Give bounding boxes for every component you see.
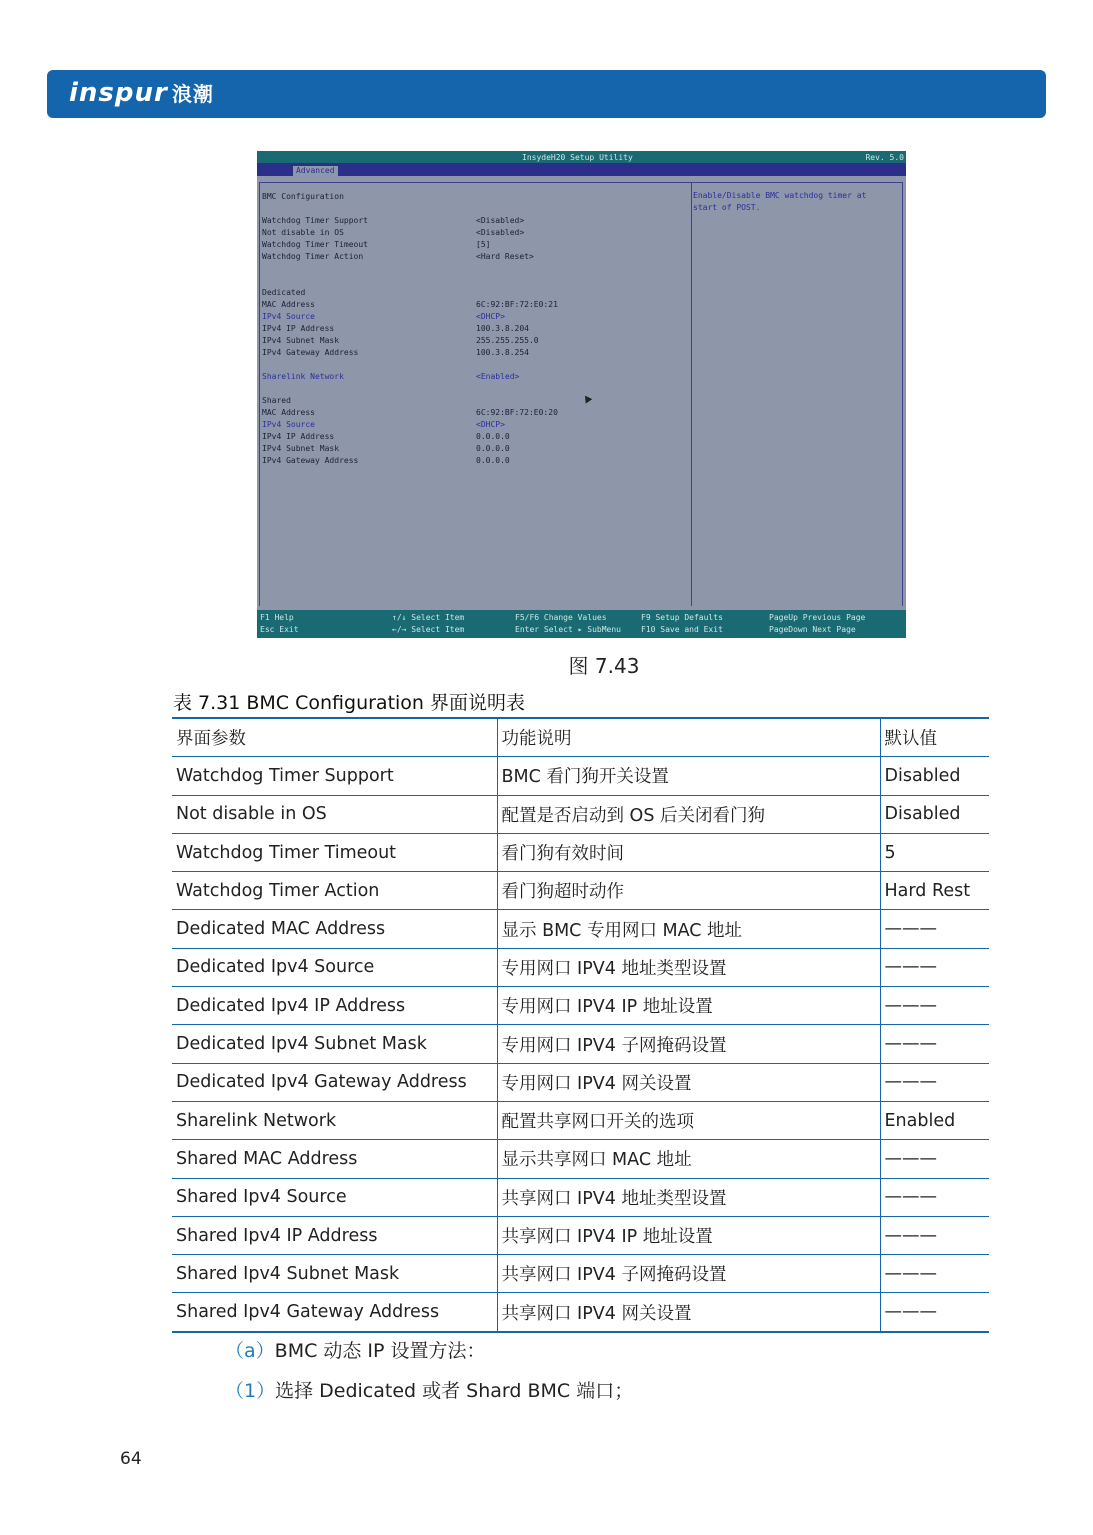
table-row [172, 757, 989, 795]
description-cell: 专用网口 IPV4 IP 地址设置 [497, 987, 880, 1025]
param-cell: Watchdog Timer Action [172, 872, 497, 910]
bios-setting-label: BMC Configuration [262, 192, 344, 201]
param-cell: Shared Ipv4 Source [172, 1178, 497, 1216]
bios-setting-value: <Enabled> [476, 372, 520, 381]
bios-key: ↑/↓ Select Item [392, 613, 465, 622]
bios-setting-value: 100.3.8.254 [476, 348, 529, 357]
default-cell: Disabled [880, 757, 989, 795]
bios-setting-value: 0.0.0.0 [476, 456, 510, 465]
table-row [172, 1293, 989, 1332]
bios-key: F9 Setup Defaults [641, 613, 723, 622]
bios-setting-value: 255.255.255.0 [476, 336, 539, 345]
figure-caption: 图 7.43 [568, 654, 640, 678]
description-cell: 看门狗超时动作 [497, 872, 880, 910]
bios-setting-label: Watchdog Timer Action [262, 252, 364, 261]
bios-setting-label: IPv4 Gateway Address [262, 456, 359, 465]
bios-key-bar [257, 610, 906, 638]
param-cell: Not disable in OS [172, 795, 497, 833]
bios-setting-label: IPv4 IP Address [262, 324, 335, 333]
default-cell: ——— [880, 1216, 989, 1254]
table-row [172, 1178, 989, 1216]
page-number: 64 [120, 1449, 142, 1469]
param-cell: Shared Ipv4 Gateway Address [172, 1293, 497, 1332]
table-header-cell: 功能说明 [497, 718, 880, 757]
bios-screenshot [257, 151, 906, 638]
logo-en: inspur [69, 78, 168, 108]
param-cell: Dedicated MAC Address [172, 910, 497, 948]
bios-setting-value: <DHCP> [476, 420, 505, 429]
bios-key: F5/F6 Change Values [515, 613, 607, 622]
description-cell: 显示 BMC 专用网口 MAC 地址 [497, 910, 880, 948]
param-cell: Dedicated Ipv4 IP Address [172, 987, 497, 1025]
description-cell: 共享网口 IPV4 IP 地址设置 [497, 1216, 880, 1254]
bios-title-bar [257, 151, 906, 163]
description-cell: 配置是否启动到 OS 后关闭看门狗 [497, 795, 880, 833]
table-row [172, 910, 989, 948]
default-cell: ——— [880, 1255, 989, 1293]
bios-key: PageDown Next Page [769, 625, 856, 634]
bios-setting-value: <Disabled> [476, 228, 525, 237]
table-row [172, 1255, 989, 1293]
table-header-cell: 界面参数 [172, 718, 497, 757]
paragraph-number: （a） [225, 1340, 275, 1362]
default-cell: ——— [880, 1293, 989, 1332]
param-cell: Watchdog Timer Timeout [172, 833, 497, 871]
table-title: 表 7.31 BMC Configuration 界面说明表 [173, 692, 526, 714]
bmc-config-table [172, 717, 989, 1333]
bios-key: PageUp Previous Page [769, 613, 866, 622]
description-cell: 共享网口 IPV4 地址类型设置 [497, 1178, 880, 1216]
param-cell: Watchdog Timer Support [172, 757, 497, 795]
default-cell: Hard Rest [880, 872, 989, 910]
bios-setting-label: MAC Address [262, 300, 315, 309]
bios-key: F1 Help [260, 613, 294, 622]
paragraph-text: 选择 Dedicated 或者 Shard BMC 端口； [275, 1380, 634, 1402]
param-cell: Shared Ipv4 IP Address [172, 1216, 497, 1254]
bios-setting-label: Dedicated [262, 288, 306, 297]
bios-setting-label: IPv4 Subnet Mask [262, 444, 340, 453]
table-row [172, 795, 989, 833]
bios-key: Enter Select ▸ SubMenu [515, 625, 621, 634]
bios-tab-bar [257, 163, 906, 176]
param-cell: Shared Ipv4 Subnet Mask [172, 1255, 497, 1293]
table-row [172, 1063, 989, 1101]
param-cell: Shared MAC Address [172, 1140, 497, 1178]
bios-setting-label: Shared [262, 396, 291, 405]
default-cell: Enabled [880, 1101, 989, 1139]
table-row [172, 1025, 989, 1063]
description-cell: 共享网口 IPV4 网关设置 [497, 1293, 880, 1332]
description-cell: BMC 看门狗开关设置 [497, 757, 880, 795]
description-cell: 专用网口 IPV4 地址类型设置 [497, 948, 880, 986]
table-row [172, 872, 989, 910]
description-cell: 共享网口 IPV4 子网掩码设置 [497, 1255, 880, 1293]
bios-setting-label: IPv4 Gateway Address [262, 348, 359, 357]
bios-help-panel [691, 182, 903, 606]
description-cell: 看门狗有效时间 [497, 833, 880, 871]
table-header-cell: 默认值 [880, 718, 989, 757]
bios-setting-value: <Disabled> [476, 216, 525, 225]
bios-setting-value: 6C:92:BF:72:E0:20 [476, 408, 558, 417]
bios-setting-label: IPv4 Source [262, 420, 315, 429]
description-cell: 专用网口 IPV4 子网掩码设置 [497, 1025, 880, 1063]
param-cell: Dedicated Ipv4 Gateway Address [172, 1063, 497, 1101]
bios-setting-value: 6C:92:BF:72:E0:21 [476, 300, 558, 309]
bios-key: F10 Save and Exit [641, 625, 723, 634]
paragraph-text: BMC 动态 IP 设置方法： [274, 1340, 486, 1362]
param-cell: Dedicated Ipv4 Subnet Mask [172, 1025, 497, 1063]
bios-tab-advanced[interactable]: Advanced [293, 166, 338, 176]
logo-cn: 浪潮 [171, 82, 214, 106]
header-bar [47, 70, 1046, 118]
table-row [172, 1140, 989, 1178]
description-cell: 专用网口 IPV4 网关设置 [497, 1063, 880, 1101]
bios-setting-value: <DHCP> [476, 312, 505, 321]
bios-setting-label: IPv4 Subnet Mask [262, 336, 340, 345]
default-cell: ——— [880, 1178, 989, 1216]
bios-rev: Rev. 5.0 [865, 153, 904, 162]
bios-setting-value: <Hard Reset> [476, 252, 534, 261]
bios-setting-label: MAC Address [262, 408, 315, 417]
table-row [172, 1216, 989, 1254]
table-row [172, 987, 989, 1025]
table-header-row [172, 718, 989, 757]
bios-key: Esc Exit [260, 625, 299, 634]
description-cell: 显示共享网口 MAC 地址 [497, 1140, 880, 1178]
default-cell: ——— [880, 910, 989, 948]
bios-setting-value: 100.3.8.204 [476, 324, 529, 333]
param-cell: Dedicated Ipv4 Source [172, 948, 497, 986]
bios-title: InsydeH20 Setup Utility [522, 153, 633, 162]
bios-setting-label: IPv4 IP Address [262, 432, 335, 441]
param-cell: Sharelink Network [172, 1101, 497, 1139]
inspur-logo [69, 78, 214, 108]
bios-setting-label: Watchdog Timer Support [262, 216, 368, 225]
bios-setting-label: Not disable in OS [262, 228, 344, 237]
table-row [172, 948, 989, 986]
default-cell: ——— [880, 987, 989, 1025]
bios-setting-label: IPv4 Source [262, 312, 315, 321]
default-cell: ——— [880, 1025, 989, 1063]
bios-setting-label: Watchdog Timer Timeout [262, 240, 368, 249]
paragraph-a [225, 1336, 486, 1363]
bios-setting-value: 0.0.0.0 [476, 432, 510, 441]
default-cell: ——— [880, 1063, 989, 1101]
bios-main-panel [259, 182, 692, 606]
bios-help-text: Enable/Disable BMC watchdog timer at start of POST. [693, 191, 867, 212]
description-cell: 配置共享网口开关的选项 [497, 1101, 880, 1139]
table-row [172, 1101, 989, 1139]
default-cell: 5 [880, 833, 989, 871]
table-row [172, 833, 989, 871]
bios-key: ←/→ Select Item [392, 625, 465, 634]
paragraph-1 [225, 1376, 633, 1403]
paragraph-number: （1） [225, 1380, 276, 1402]
bios-setting-value: [5] [476, 240, 491, 249]
bios-setting-value: 0.0.0.0 [476, 444, 510, 453]
default-cell: ——— [880, 948, 989, 986]
default-cell: ——— [880, 1140, 989, 1178]
bios-setting-label: Sharelink Network [262, 372, 344, 381]
default-cell: Disabled [880, 795, 989, 833]
